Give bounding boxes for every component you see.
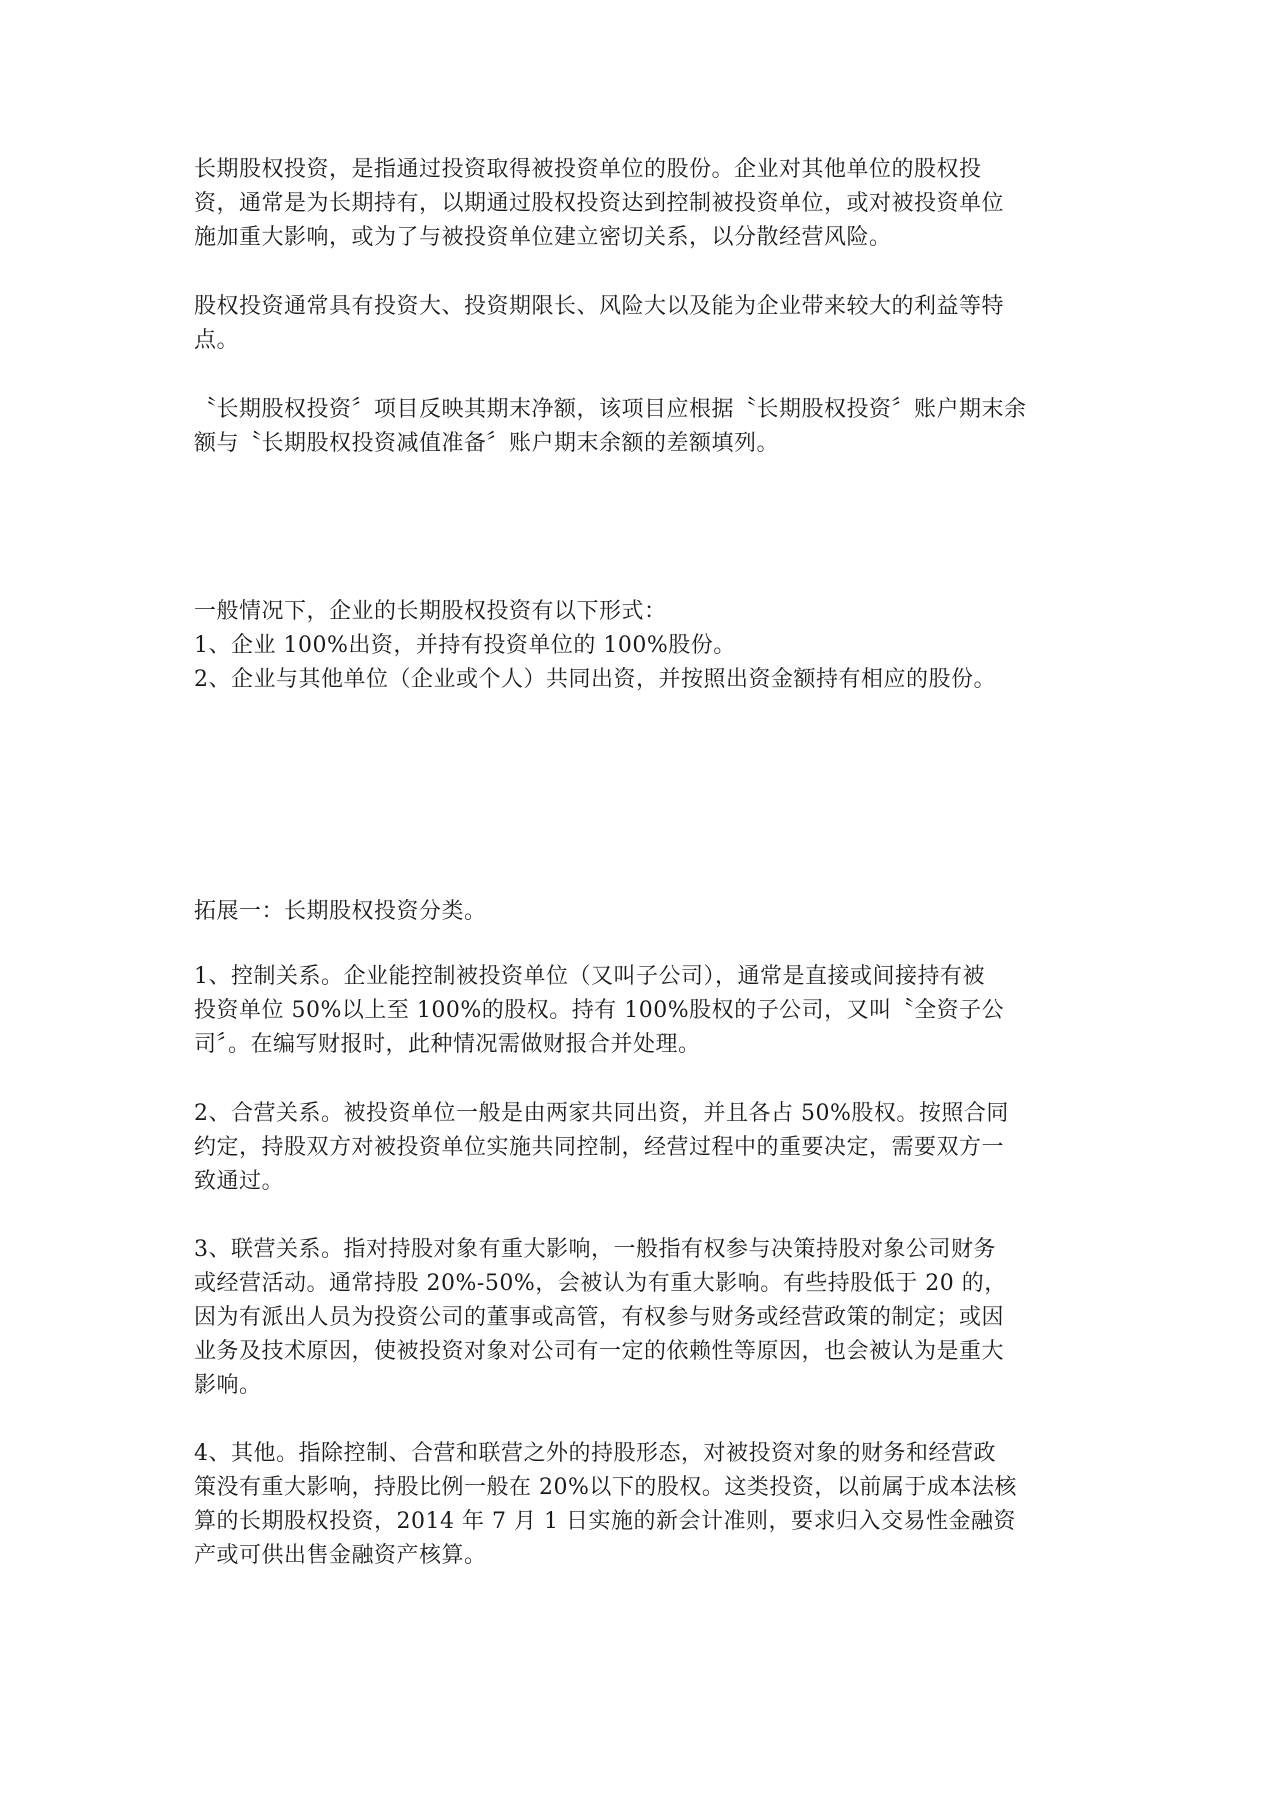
text-line: 〝长期股权投资〞项目反映其期末净额，该项目应根据〝长期股权投资〞账户期末余	[194, 397, 1027, 422]
text-line: 股权投资通常具有投资大、投资期限长、风险大以及能为企业带来较大的利益等特	[194, 294, 1005, 319]
text-line: 影响。	[194, 1373, 262, 1398]
text-line: 施加重大影响，或为了与被投资单位建立密切关系，以分散经营风险。	[194, 225, 892, 250]
text-line: 一般情况下，企业的长期股权投资有以下形式：	[194, 599, 667, 624]
paragraph-definition	[194, 153, 1094, 255]
paragraph-other	[194, 1437, 1094, 1573]
text-line: 长期股权投资，是指通过投资取得被投资单位的股份。企业对其他单位的股权投	[194, 157, 982, 182]
paragraph-associate	[194, 1233, 1094, 1403]
paragraph-forms	[194, 595, 1094, 697]
text-line: 司〞。在编写财报时，此种情况需做财报合并处理。	[194, 1032, 701, 1057]
text-line: 投资单位 50%以上至 100%的股权。持有 100%股权的子公司，又叫〝全资子公	[194, 998, 1005, 1023]
text-line: 算的长期股权投资，2014 年 7 月 1 日实施的新会计准则，要求归入交易性金融资	[194, 1509, 1016, 1534]
text-line: 业务及技术原因，使被投资对象对公司有一定的依赖性等原因，也会被认为是重大	[194, 1339, 1005, 1364]
text-line: 产或可供出售金融资产核算。	[194, 1543, 487, 1568]
paragraph-control	[194, 960, 1094, 1062]
text-line: 3、联营关系。指对持股对象有重大影响，一般指有权参与决策持股对象公司财务	[194, 1237, 996, 1262]
text-line: 1、企业 100%出资，并持有投资单位的 100%股份。	[194, 633, 736, 658]
text-line: 点。	[194, 328, 240, 353]
text-line: 约定，持股双方对被投资单位实施共同控制，经营过程中的重要决定，需要双方一	[194, 1135, 1005, 1160]
text-line: 额与〝长期股权投资减值准备〞账户期末余额的差额填列。	[194, 431, 780, 456]
text-line: 4、其他。指除控制、合营和联营之外的持股形态，对被投资对象的财务和经营政	[194, 1441, 996, 1466]
text-line: 或经营活动。通常持股 20%-50%，会被认为有重大影响。有些持股低于 20 的，	[194, 1271, 1007, 1296]
section-heading	[194, 895, 1094, 929]
text-line: 2、企业与其他单位（企业或个人）共同出资，并按照出资金额持有相应的股份。	[194, 667, 996, 692]
text-line: 1、控制关系。企业能控制被投资单位（又叫子公司），通常是直接或间接持有被	[194, 964, 985, 989]
text-line: 资，通常是为长期持有，以期通过股权投资达到控制被投资单位，或对被投资单位	[194, 191, 1005, 216]
paragraph-characteristics	[194, 290, 1094, 358]
paragraph-joint-venture	[194, 1097, 1094, 1199]
text-line: 因为有派出人员为投资公司的董事或高管，有权参与财务或经营政策的制定；或因	[194, 1305, 1005, 1330]
text-line: 致通过。	[194, 1169, 285, 1194]
text-line: 2、合营关系。被投资单位一般是由两家共同出资，并且各占 50%股权。按照合同	[194, 1101, 1009, 1126]
heading-line: 拓展一：长期股权投资分类。	[194, 899, 487, 924]
paragraph-reporting	[194, 393, 1094, 461]
text-line: 策没有重大影响，持股比例一般在 20%以下的股权。这类投资，以前属于成本法核	[194, 1475, 1017, 1500]
